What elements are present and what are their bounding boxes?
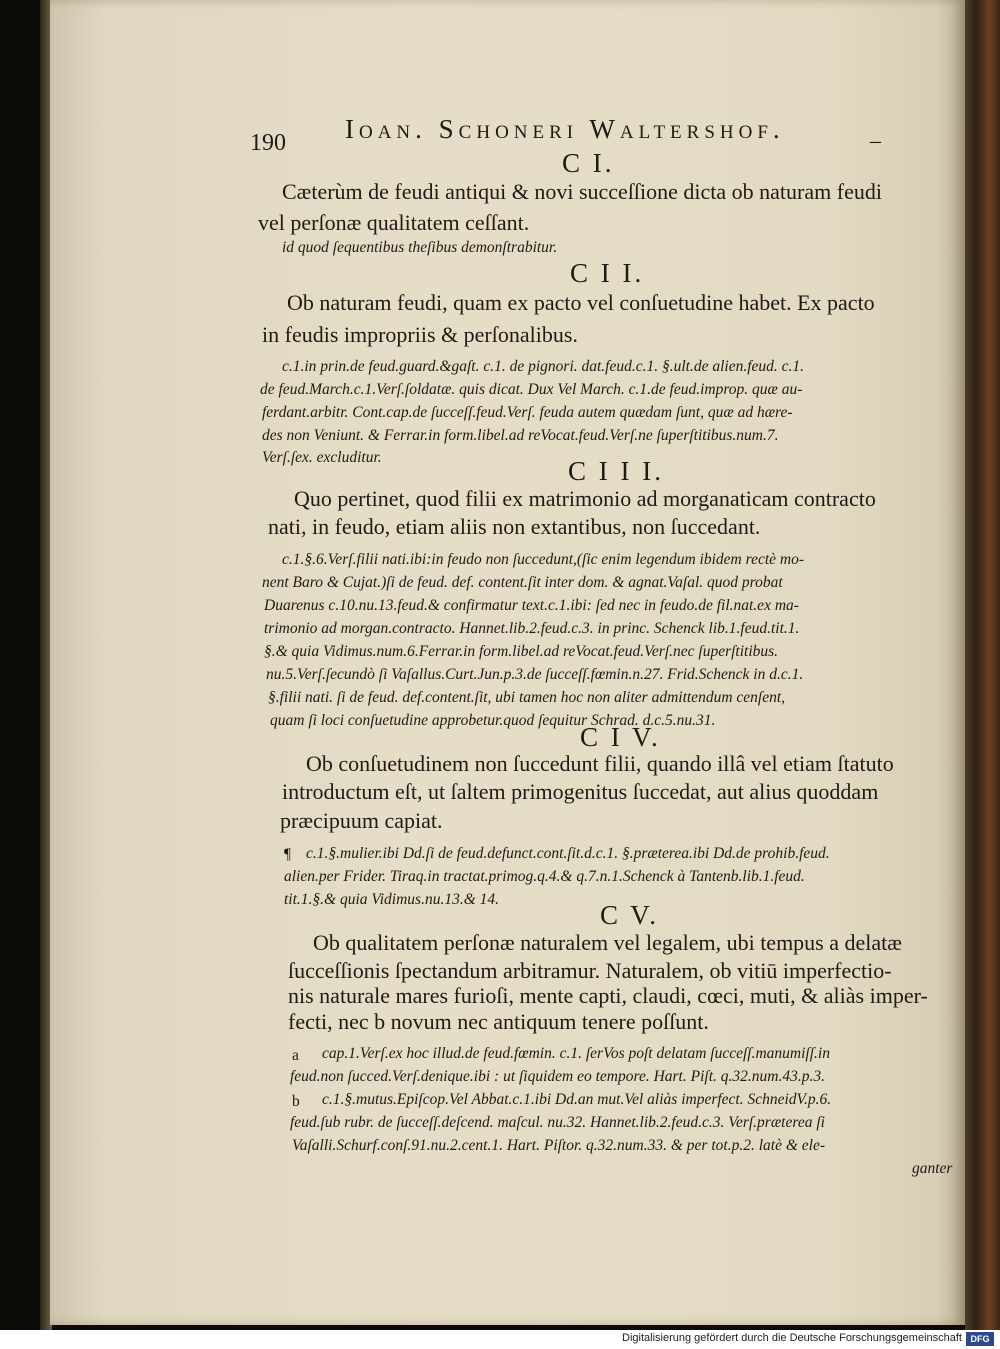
section-105-note-b-3: Vaſalli.Schurf.conſ.91.nu.2.cent.1. Hart. Piſtor. q.32.num.33. & per tot.p.2. latè & ele- (292, 1137, 825, 1154)
section-number-105: C V. (600, 900, 660, 930)
section-103-note-3: Duarenus c.10.nu.13.feud.& confirmatur text.c.1.ibi: ſed nec in feudo.de fil.nat.ex ma- (264, 597, 799, 614)
header-dash: _ (870, 120, 881, 145)
section-104-note-1: c.1.§.mulier.ibi Dd.ſi de feud.defunct.cont.ſit.d.c.1. §.præterea.ibi Dd.de prohib.feud. (306, 845, 830, 862)
section-104-note-3: tit.1.§.& quia Vidimus.nu.13.& 14. (284, 891, 499, 908)
book-binding-edge (965, 0, 1000, 1330)
section-102-note-1: c.1.in prin.de feud.guard.&gaſt. c.1. de pignori. dat.feud.c.1. §.ult.de alien.feud. c.1. (282, 358, 805, 375)
section-104-note-2: alien.per Frider. Tiraq.in tractat.primog.q.4.& q.7.n.1.Schenck à Tantenb.lib.1.feud. (284, 868, 805, 885)
section-105-note-a-1: cap.1.Verſ.ex hoc illud.de feud.fœmin. c.1. ſerVos poſt delatam ſucceſſ.manumiſſ.in (322, 1045, 830, 1062)
section-105-line-2: ſucceſſionis ſpectandum arbitramur. Naturalem, ob vitiū imperfectio- (288, 958, 892, 983)
section-number-101: C I. (562, 148, 615, 178)
catchword: ganter (912, 1160, 953, 1177)
section-number-103: C I I I. (568, 456, 664, 486)
section-105-note-b-2: feud.ſub rubr. de ſucceſſ.deſcend. maſcul. nu.32. Hannet.lib.2.feud.c.3. Verſ.præterea ſi (290, 1114, 825, 1131)
section-101-line-2: vel perſonæ qualitatem ceſſant. (258, 210, 530, 235)
section-105-note-a-2: feud.non ſucced.Verſ.denique.ibi : ut ſiquidem eo tempore. Hart. Piſt. q.32.num.43.p.3. (290, 1068, 825, 1085)
section-103-note-1: c.1.§.6.Verſ.filii nati.ibi:in feudo non ſuccedunt,(ſic enim legendum ibidem rectè mo- (282, 551, 804, 568)
section-number-102: C I I. (570, 258, 645, 288)
running-title: Ioan. Schoneri Waltershof. (345, 114, 785, 144)
section-102-note-5: Verſ.ſex. excluditur. (262, 449, 382, 466)
section-103-line-2: nati, in feudo, etiam aliis non extantibus, non ſuccedant. (268, 514, 761, 539)
section-103-note-4: trimonio ad morgan.contracto. Hannet.lib.2.feud.c.3. in princ. Schenck lib.1.feud.tit.1. (264, 620, 800, 637)
section-number-104: C I V. (580, 722, 661, 752)
section-105-line-1: Ob qualitatem perſonæ naturalem vel legalem, ubi tempus a delatæ (313, 930, 902, 955)
section-103-note-6: nu.5.Verſ.ſecundò ſi Vaſallus.Curt.Jun.p.3.de ſucceſſ.fœmin.n.27. Frid.Schenck in d.c.1. (266, 666, 804, 683)
section-101-note: id quod ſequentibus theſibus demonſtrabitur. (282, 239, 558, 256)
section-105-line-4: fecti, nec b novum nec antiquum tenere poſſunt. (288, 1009, 709, 1034)
section-102-note-2: de feud.March.c.1.Verſ.ſoldatæ. quis dicat. Dux Vel March. c.1.de feud.improp. quæ au- (260, 381, 803, 398)
section-103-line-1: Quo pertinet, quod filii ex matrimonio ad morganaticam contracto (294, 486, 876, 511)
section-103-note-7: §.filii nati. ſi de feud. def.content.ſit, ubi tamen hoc non aliter admittendum cenſent, (268, 689, 786, 706)
note-marker-b: b (292, 1093, 300, 1110)
section-102-note-4: des non Veniunt. & Ferrar.in form.libel.ad reVocat.feud.Verſ.ne ſuperſtitibus.num.7. (262, 427, 779, 444)
page-number: 190 (250, 130, 286, 156)
dfg-logo: DFG (966, 1332, 994, 1346)
footer-bar (0, 1330, 1000, 1349)
note-marker-104: ¶ (284, 846, 292, 863)
section-102-line-1: Ob naturam feudi, quam ex pacto vel conſuetudine habet. Ex pacto (287, 290, 875, 315)
section-104-line-3: præcipuum capiat. (280, 808, 443, 833)
section-104-line-1: Ob conſuetudinem non ſuccedunt filii, quando illâ vel etiam ſtatuto (306, 751, 894, 776)
section-102-note-3: ferdant.arbitr. Cont.cap.de ſucceſſ.feud.Verſ. feuda autem quædam ſunt, quæ ad hære- (262, 404, 793, 421)
note-marker-a: a (292, 1047, 299, 1064)
section-103-note-5: §.& quia Vidimus.num.6.Ferrar.in form.libel.ad reVocat.feud.Verſ.nec ſuperſtitibus. (264, 643, 779, 660)
section-104-line-2: introductum eſt, ut ſaltem primogenitus ſuccedat, aut alius quoddam (282, 779, 879, 804)
funding-credit: Digitalisierung gefördert durch die Deutsche Forschungsgemeinschaft (622, 1332, 962, 1344)
section-105-note-b-1: c.1.§.mutus.Epiſcop.Vel Abbat.c.1.ibi Dd.an mut.Vel aliàs imperfect. SchneidV.p.6. (322, 1091, 832, 1108)
section-101-line-1: Cæterùm de feudi antiqui & novi succeſſione dicta ob naturam feudi (282, 179, 882, 204)
section-105-line-3: nis naturale mares furioſi, mente capti, claudi, cœci, muti, & aliàs imper- (288, 983, 928, 1008)
section-103-note-2: nent Baro & Cujat.)ſi de feud. def. content.ſit inter dom. & agnat.Vaſal. quod probat (262, 574, 783, 591)
section-102-line-2: in feudis impropriis & perſonalibus. (262, 322, 578, 347)
section-103-note-8: quam ſi loci conſuetudine approbetur.quod ſequitur Schrad. d.c.5.nu.31. (270, 712, 716, 729)
